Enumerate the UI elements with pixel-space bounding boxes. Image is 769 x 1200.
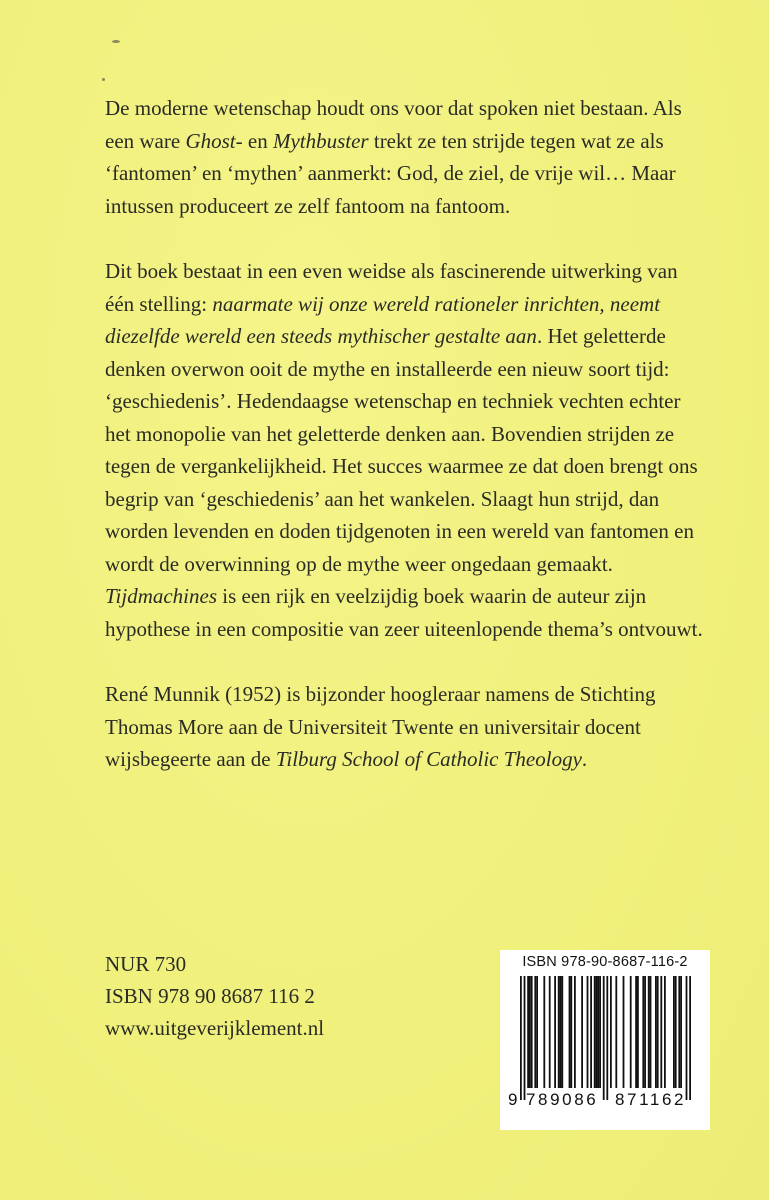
barcode-bar	[657, 976, 659, 1088]
barcode-bar	[637, 976, 639, 1088]
barcode-bar	[606, 976, 608, 1100]
barcode-digit-group-right: 871162	[615, 1090, 687, 1109]
nur-code: NUR 730	[105, 952, 187, 976]
barcode-bar	[630, 976, 632, 1088]
barcode-bar	[524, 976, 526, 1100]
barcode-bar	[650, 976, 652, 1088]
barcode-bar	[520, 976, 522, 1100]
barcode-isbn: ISBN 978-90-8687-116-2	[522, 954, 688, 970]
barcode-bar	[678, 976, 680, 1088]
barcode-bar	[610, 976, 612, 1088]
barcode-bar	[569, 976, 571, 1088]
barcode-bar	[686, 976, 688, 1100]
barcode-bar	[648, 976, 650, 1088]
barcode-bar	[560, 976, 562, 1088]
barcode-bar	[527, 976, 529, 1088]
barcode-bar	[615, 976, 617, 1088]
blurb-paragraph-2: Dit boek bestaat in een even weidse als fascinerende uitwerking van één stelling: naarmate wij onze wereld rationeler inrichten, neemt diezelfde wereld een steeds mythischer gestalte aan. Het geletterde denken overwon ooit de mythe en installeerde een nieuw soort tijd: ‘geschiedenis’. Hedendaagse wetenschap en techniek vechten echter het monopolie van het geletterde denken aan. Bovendien strijden ze tegen de vergankelijkheid. Het succes waarmee ze dat doen brengt ons begrip van ‘geschiedenis’ aan het wankelen. Slaagt hun strijd, dan worden levenden en doden tijdgenoten in een wereld van fantomen en wordt de overwinning op de mythe weer ongedaan gemaakt. Tijdmachines is een rijk en veelzijdig boek waarin de auteur zijn hypothese in een compositie van zeer uiteenlopende thema’s ontvouwt.	[105, 259, 703, 641]
barcode-bar	[561, 976, 563, 1088]
barcode-bar	[574, 976, 576, 1088]
barcode-bar	[655, 976, 657, 1088]
barcode-bar	[673, 976, 675, 1088]
barcode-bar	[642, 976, 644, 1088]
author-bio: René Munnik (1952) is bijzonder hoogleraar namens de Stichting Thomas More aan de Universiteit Twente en universitair docent wijsbegeerte aan de Tilburg School of Catholic Theology.	[105, 682, 656, 771]
barcode-bar	[543, 976, 545, 1088]
barcode-label	[500, 950, 710, 1130]
barcode-bar	[635, 976, 637, 1088]
barcode-bar	[531, 976, 533, 1088]
barcode-bar	[549, 976, 551, 1088]
barcode-bar	[597, 976, 599, 1088]
barcode-digit-lead: 9	[508, 1090, 518, 1109]
barcode-bar	[554, 976, 556, 1088]
barcode-bar	[660, 976, 662, 1088]
barcode-bar	[675, 976, 677, 1088]
publication-info	[105, 948, 485, 1044]
paper-speck	[102, 78, 105, 81]
barcode-bar	[680, 976, 682, 1088]
blurb-paragraph-1: De moderne wetenschap houdt ons voor dat spoken niet bestaan. Als een ware Ghost- en Mythbuster trekt ze ten strijde tegen wat ze als ‘fantomen’ en ‘mythen’ aanmerkt: God, de ziel, de vrije wil… Maar intussen produceert ze zelf fantoom na fantoom.	[105, 96, 682, 218]
barcode-icon	[508, 976, 702, 1102]
barcode-bar	[581, 976, 583, 1088]
barcode-bar	[534, 976, 536, 1088]
barcode-bar	[599, 976, 601, 1088]
barcode-bar	[587, 976, 589, 1088]
isbn-text: ISBN 978 90 8687 116 2	[105, 984, 315, 1008]
barcode-bar	[644, 976, 646, 1088]
blurb-text	[105, 92, 705, 809]
barcode-bar	[689, 976, 691, 1100]
barcode-bar	[596, 976, 598, 1088]
barcode-bar	[594, 976, 596, 1088]
barcode-bar	[590, 976, 592, 1088]
barcode-bar	[664, 976, 666, 1088]
paper-speck	[112, 40, 120, 43]
barcode-bar	[623, 976, 625, 1088]
barcode-bar	[603, 976, 605, 1100]
barcode-bar	[529, 976, 531, 1088]
barcode-digit-group-left: 789086	[526, 1090, 599, 1109]
publisher-website: www.uitgeverijklement.nl	[105, 1016, 325, 1040]
barcode-bar	[536, 976, 538, 1088]
barcode-bar	[558, 976, 560, 1088]
barcode-bar	[570, 976, 572, 1088]
